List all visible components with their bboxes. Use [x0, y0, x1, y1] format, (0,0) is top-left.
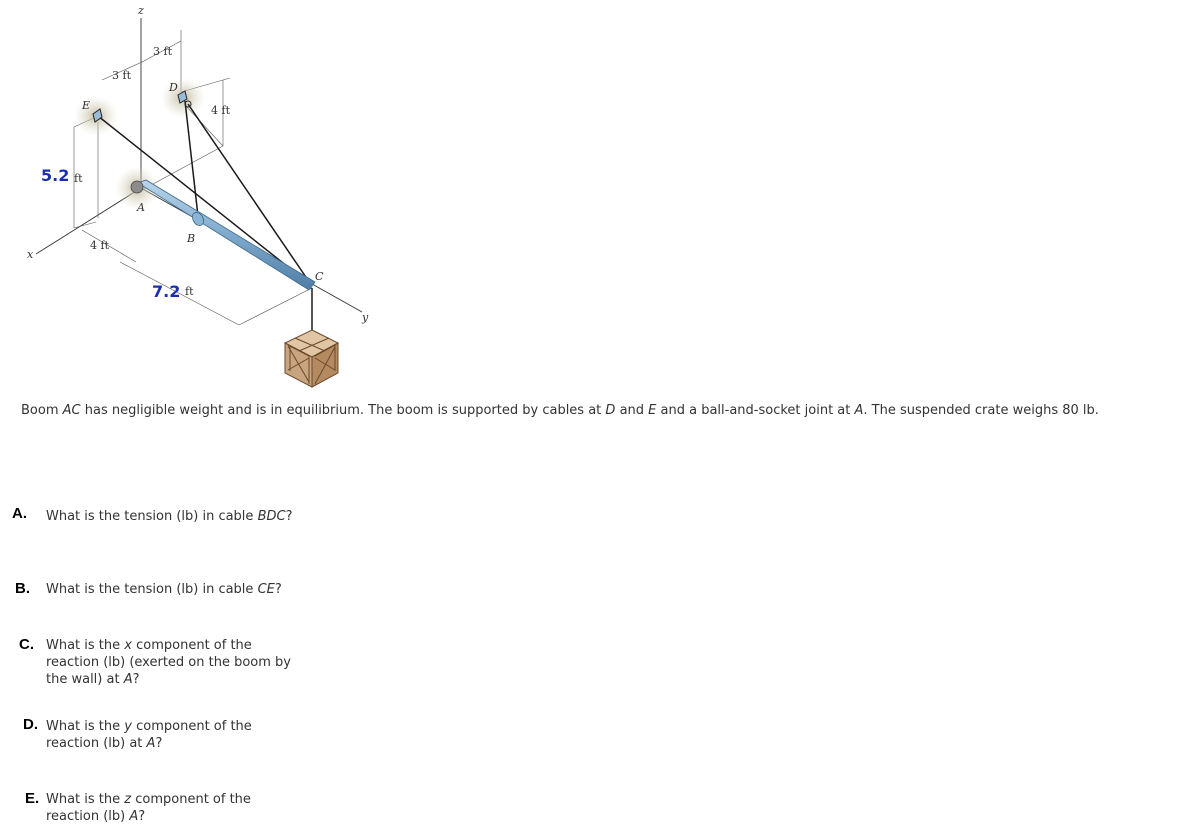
dim-4ft-x: 4 ft: [90, 239, 109, 252]
question-letter-b: B.: [15, 580, 30, 597]
crate: [285, 330, 338, 387]
question-letter-d: D.: [23, 716, 38, 733]
dim-3ft-left: 3 ft: [112, 69, 131, 82]
dim-7-2-unit: ft: [185, 285, 194, 298]
z-axis-label: z: [138, 4, 144, 17]
question-text-d: What is the y component of the reaction (lb) at A?: [46, 719, 252, 751]
question-letter-c: C.: [19, 636, 34, 653]
boom-diagram: [0, 0, 400, 400]
problem-description: Boom AC has negligible weight and is in equilibrium. The boom is supported by cables at D and E and a ball-and-socket joint at A. The suspended crate weighs 80 lb.: [21, 403, 1099, 418]
point-label-d: D: [169, 81, 178, 94]
point-label-b: B: [187, 232, 196, 245]
point-label-e: E: [82, 99, 91, 112]
cable-dc: [188, 104, 312, 286]
question-text-e: What is the z component of the reaction (lb) A?: [46, 792, 251, 824]
dim-7-2-value: 7.2: [152, 282, 181, 301]
point-label-a: A: [137, 201, 145, 214]
dim-5-2-unit: ft: [74, 172, 83, 185]
x-axis-label: x: [27, 248, 34, 261]
dim-5-2-value: 5.2: [41, 166, 70, 185]
point-label-c: C: [315, 270, 324, 283]
dim-3ft-right: 3 ft: [153, 45, 172, 58]
axes: [36, 18, 362, 312]
question-text-a: What is the tension (lb) in cable BDC?: [46, 509, 293, 524]
question-text-c: What is the x component of the reaction (lb) (exerted on the boom by the wall) at A?: [46, 638, 291, 687]
question-text-b: What is the tension (lb) in cable CE?: [46, 582, 282, 597]
dim-4ft-height: 4 ft: [211, 104, 230, 117]
y-axis-label: y: [362, 311, 369, 324]
boom-ac: [131, 180, 315, 290]
ball-socket-a: [131, 181, 143, 193]
cable-bd: [185, 101, 198, 216]
question-letter-e: E.: [25, 790, 40, 807]
question-letter-a: A.: [12, 505, 27, 522]
